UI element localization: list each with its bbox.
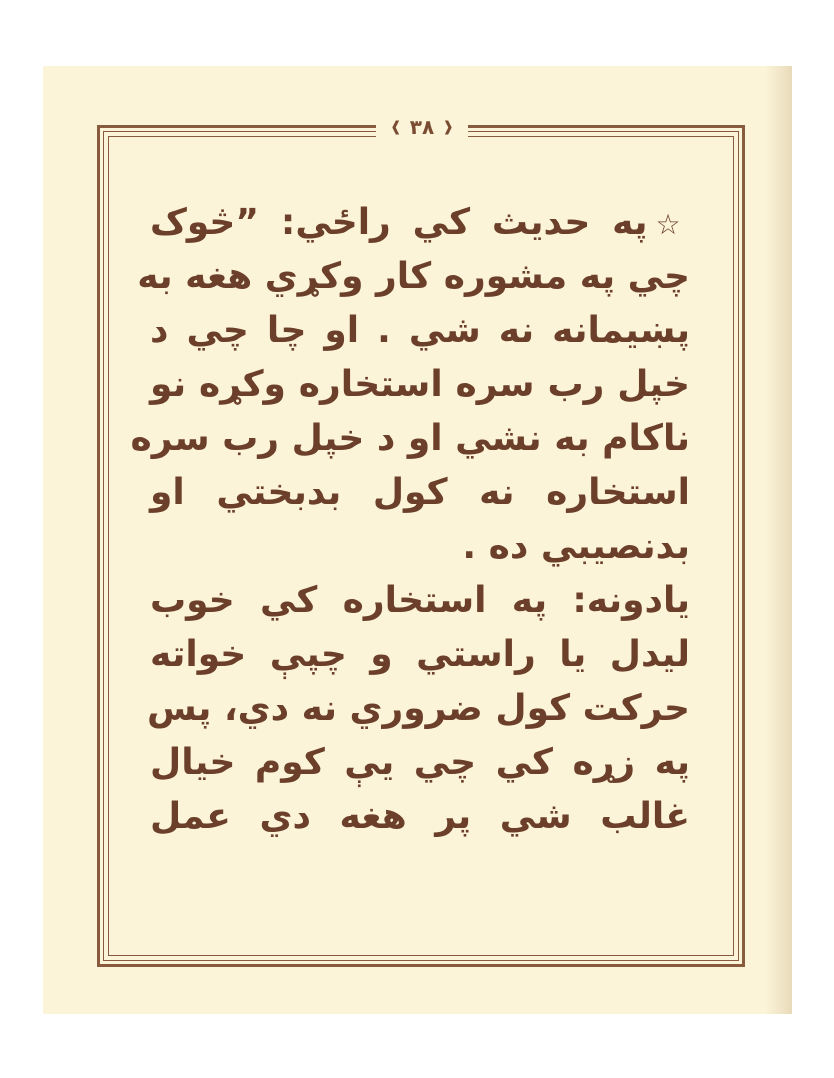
ornament-right-icon: ❱ [442,119,454,135]
text-line: بدنصيبي ده . [462,526,690,567]
ornament-left-icon: ❰ [390,119,402,135]
page-number: ۳۸ [409,115,435,139]
text-line: خپل رب سره استخاره وکړه نو [150,364,690,405]
body-text [130,196,690,844]
page-header [376,112,468,142]
text-line: ناکام به نشي او د خپل رب سره [130,418,690,459]
text-line: غالب شي پر هغه دي عمل [150,796,690,837]
text-line: حرکت کول ضروري نه دي، پس [147,688,690,729]
text-line-content: په حديث کي راځي: ”څوک [150,202,648,243]
text-line: يادونه: په استخاره کي خوب [150,580,690,621]
text-line: په زړه کي چي يې کوم خيال [150,742,690,783]
page-gutter-shadow [765,66,792,1014]
text-line [150,196,690,250]
star-icon: ☆ [655,208,690,241]
text-line: چي په مشوره کار وکړي هغه به [137,256,690,297]
text-line: پښيمانه نه شي . او چا چي د [150,310,690,351]
text-line: استخاره نه کول بدبختي او [150,472,690,513]
text-line: ليدل يا راستي و چپې خواته [150,634,690,675]
